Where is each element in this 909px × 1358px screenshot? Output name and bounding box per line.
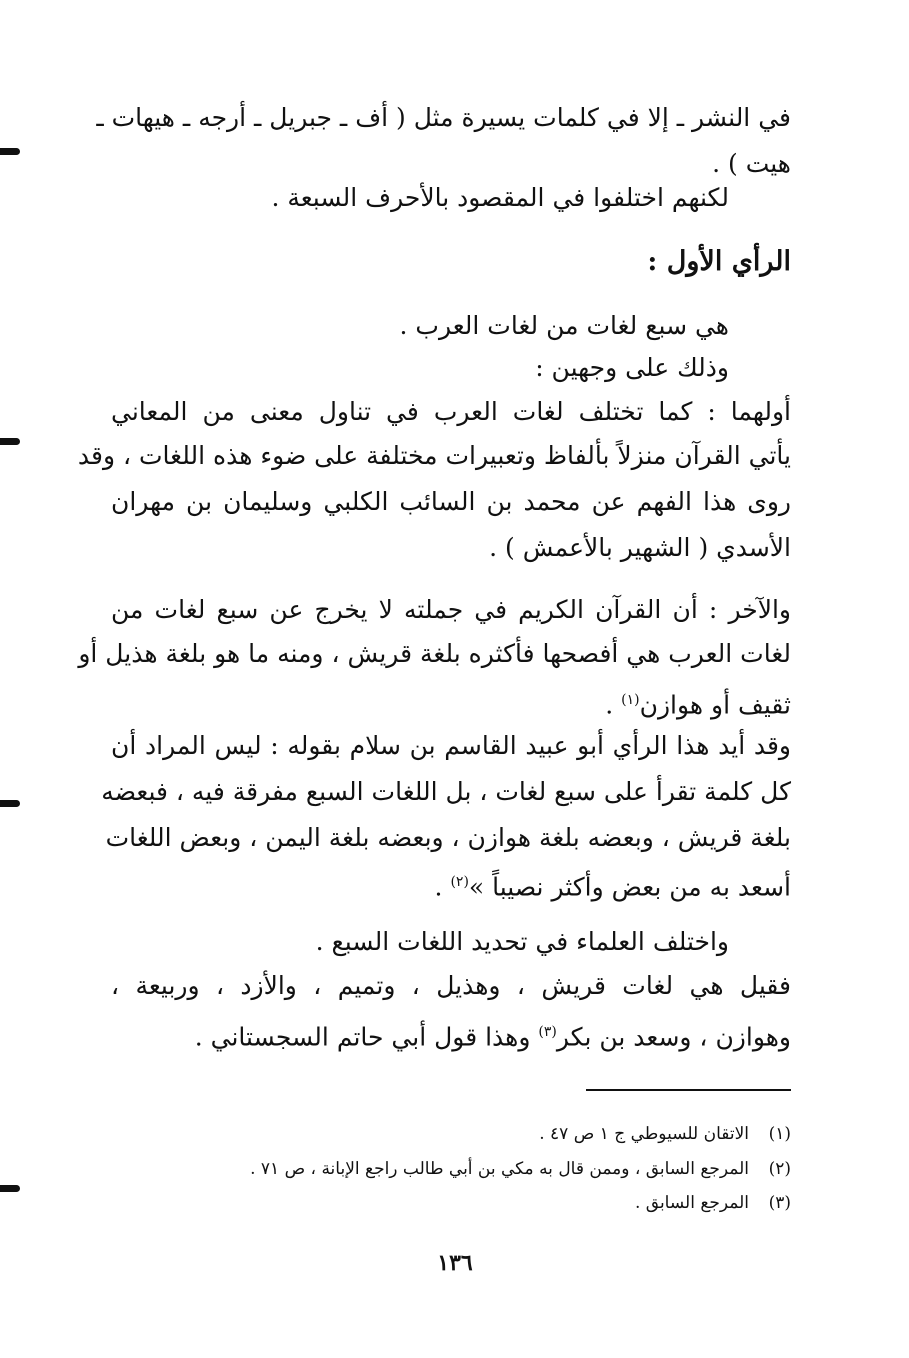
body-line: وقد أيد هذا الرأي أبو عبيد القاسم بن سلام بقوله : ليس المراد أن bbox=[111, 731, 791, 760]
body-line: والآخر : أن القرآن الكريم في جملته لا يخرج عن سبع لغات من bbox=[111, 595, 791, 624]
scan-edge-mark bbox=[0, 148, 20, 155]
body-line: بلغة قريش ، وبعضه بلغة هوازن ، وبعضه بلغة اليمن ، وبعض اللغات bbox=[105, 823, 791, 852]
body-line bbox=[111, 684, 791, 721]
line-text: وهذا قول أبي حاتم السجستاني . bbox=[194, 1022, 539, 1052]
section-heading: الرأي الأول : bbox=[647, 246, 791, 277]
page-number: ١٣٦ bbox=[437, 1250, 473, 1276]
body-line bbox=[111, 1016, 791, 1053]
body-line: فقيل هي لغات قريش ، وهذيل ، وتميم ، والأزد ، وربيعة ، bbox=[111, 971, 791, 1000]
body-line: أولهما : كما تختلف لغات العرب في تناول معنى من المعاني bbox=[111, 397, 791, 426]
body-line: في النشر ـ إلا في كلمات يسيرة مثل ( أف ـ جبريل ـ أرجه ـ هيهات ـ bbox=[96, 103, 791, 132]
footnote-ref: (٢) bbox=[450, 874, 469, 890]
scan-edge-mark bbox=[0, 800, 20, 807]
body-line: كل كلمة تقرأ على سبع لغات ، بل اللغات السبع مفرقة فيه ، فبعضه bbox=[101, 777, 791, 806]
line-text: . bbox=[434, 872, 451, 902]
body-line: يأتي القرآن منزلاً بألفاظ وتعبيرات مختلفة على ضوء هذه اللغات ، وقد bbox=[77, 441, 791, 470]
body-line: روى هذا الفهم عن محمد بن السائب الكلبي وسليمان بن مهران bbox=[111, 487, 791, 516]
body-line: لغات العرب هي أفصحها فأكثره بلغة قريش ، ومنه ما هو بلغة هذيل أو bbox=[78, 639, 791, 668]
body-line: هيت ) . bbox=[712, 149, 791, 178]
body-line bbox=[111, 866, 791, 903]
scan-edge-mark bbox=[0, 438, 20, 445]
body-line: هي سبع لغات من لغات العرب . bbox=[399, 311, 729, 340]
line-text: ثقيف أو هوازن bbox=[639, 690, 791, 720]
footnote bbox=[635, 1191, 791, 1215]
footnote-ref: (١) bbox=[621, 692, 640, 708]
body-line: الأسدي ( الشهير بالأعمش ) . bbox=[489, 533, 791, 562]
footnote-number: (١) bbox=[768, 1124, 791, 1144]
footnote-separator bbox=[586, 1089, 791, 1091]
line-text: . bbox=[605, 690, 622, 720]
footnote-text: المرجع السابق ، وممن قال به مكي بن أبي طالب راجع الإبانة ، ص ٧١ . bbox=[250, 1159, 749, 1179]
footnote bbox=[250, 1157, 791, 1181]
footnote-text: المرجع السابق . bbox=[634, 1193, 749, 1213]
body-line: واختلف العلماء في تحديد اللغات السبع . bbox=[315, 927, 729, 956]
line-text: وهوازن ، وسعد بن بكر bbox=[556, 1022, 791, 1052]
footnote-text: الاتقان للسيوطي ج ١ ص ٤٧ . bbox=[539, 1124, 749, 1144]
footnote-number: (٣) bbox=[768, 1193, 791, 1213]
footnote bbox=[539, 1122, 791, 1146]
scan-edge-mark bbox=[0, 1185, 20, 1192]
footnote-number: (٢) bbox=[768, 1159, 791, 1179]
footnote-ref: (٣) bbox=[538, 1024, 557, 1040]
line-text: أسعد به من بعض وأكثر نصيباً » bbox=[468, 872, 791, 902]
body-line: لكنهم اختلفوا في المقصود بالأحرف السبعة . bbox=[271, 183, 729, 212]
body-line: وذلك على وجهين : bbox=[535, 353, 729, 382]
